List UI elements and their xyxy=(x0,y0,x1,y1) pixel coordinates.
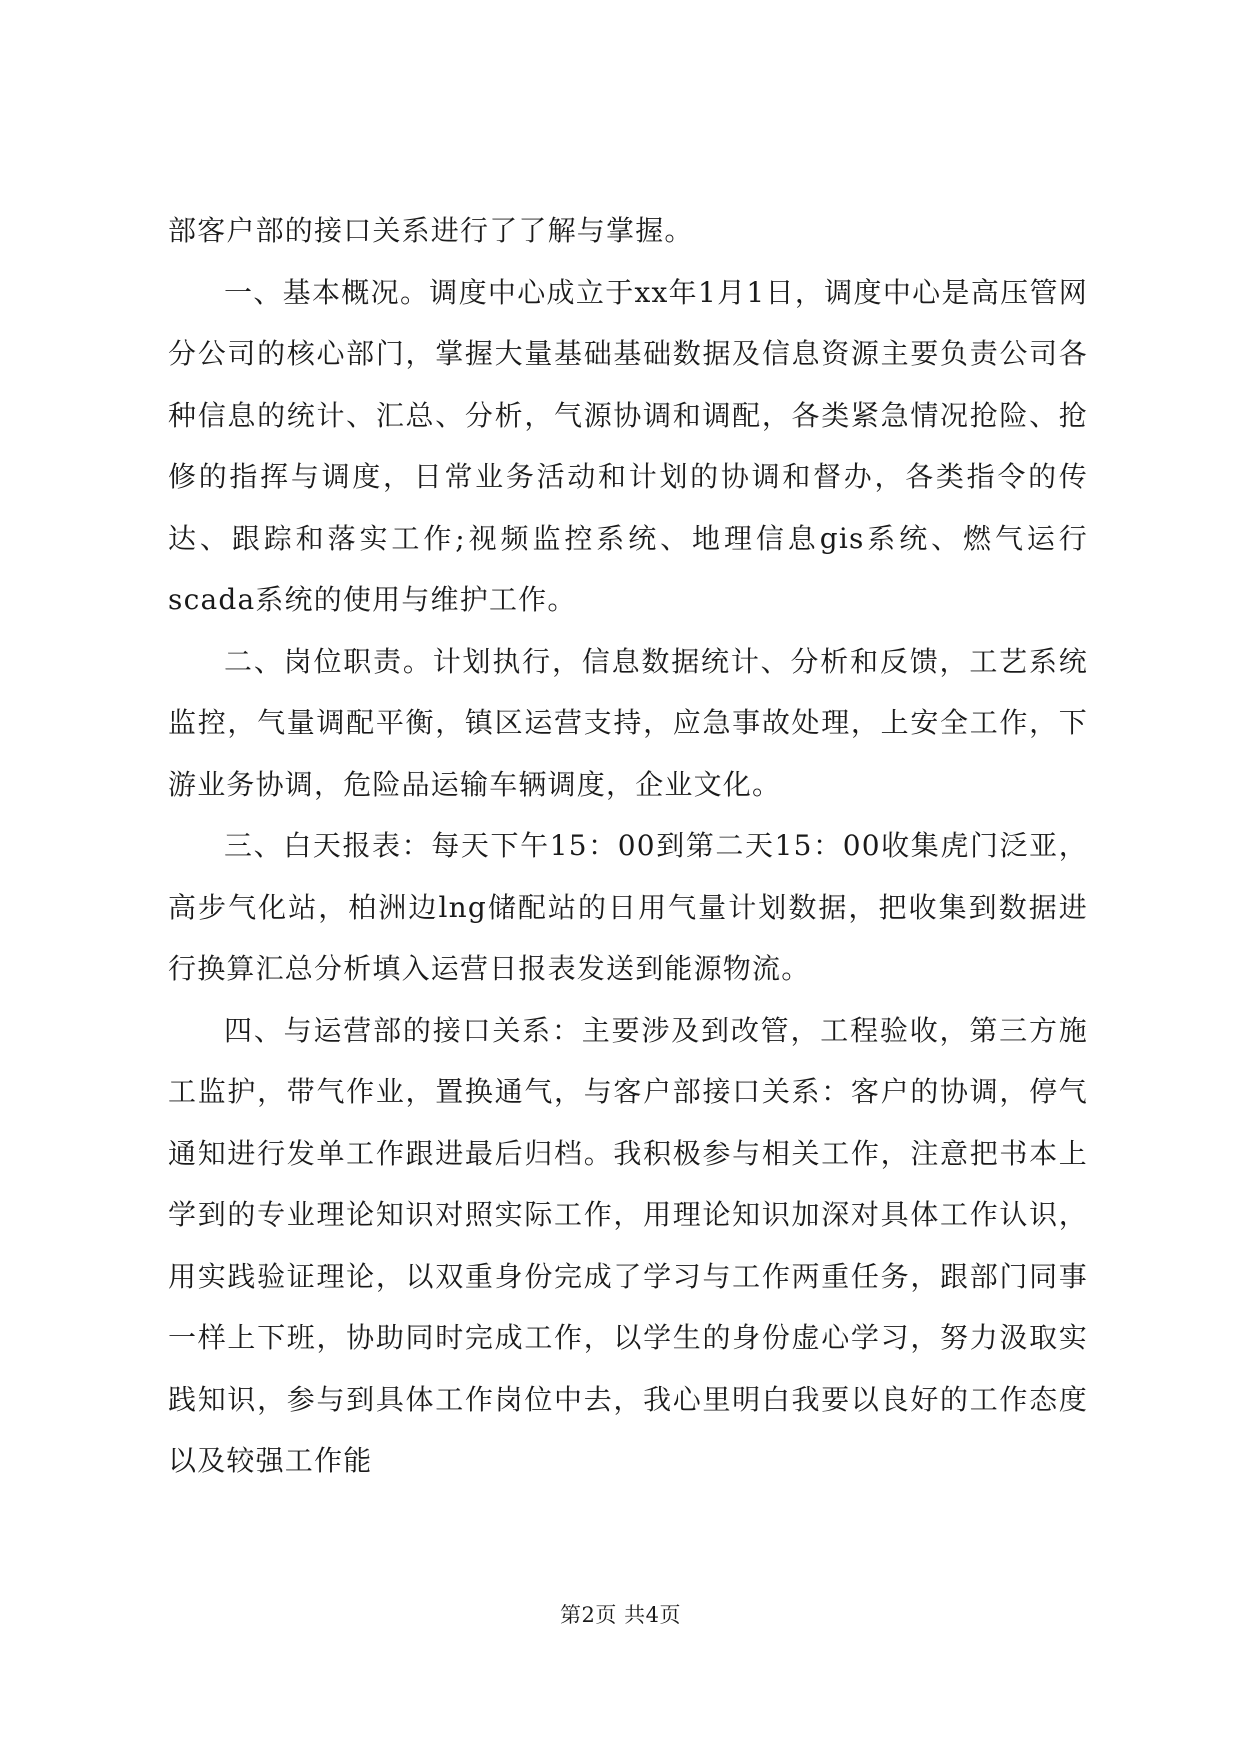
page-number: 第2页 共4页 xyxy=(560,1603,681,1627)
paragraph-job-duties: 二、岗位职责。计划执行，信息数据统计、分析和反馈，工艺系统监控，气量调配平衡，镇区运营支持，应急事故处理，上安全工作，下游业务协调，危险品运输车辆调度，企业文化。 xyxy=(168,644,1088,801)
paragraph-basic-overview: 一、基本概况。调度中心成立于xx年1月1日，调度中心是高压管网分公司的核心部门，掌握大量基础基础数据及信息资源主要负责公司各种信息的统计、汇总、分析，气源协调和调配，各类紧急情况抢险、抢修的指挥与调度，日常业务活动和计划的协调和督办，各类指令的传达、跟踪和落实工作;视频监控系统、地理信息gis系统、燃气运行scada系统的使用与维护工作。 xyxy=(168,275,1088,616)
paragraph-daytime-report: 三、白天报表：每天下午15：00到第二天15：00收集虎门泛亚，高步气化站，柏洲边lng储配站的日用气量计划数据，把收集到数据进行换算汇总分析填入运营日报表发送到能源物流。 xyxy=(168,829,1088,985)
page-footer xyxy=(0,1600,1241,1630)
paragraph-continuation: 部客户部的接口关系进行了了解与掌握。 xyxy=(168,214,694,247)
paragraph-interface-relations: 四、与运营部的接口关系：主要涉及到改管，工程验收，第三方施工监护，带气作业，置换通气，与客户部接口关系：客户的协调，停气通知进行发单工作跟进最后归档。我积极参与相关工作，注意把书本上学到的专业理论知识对照实际工作，用理论知识加深对具体工作认识，用实践验证理论，以双重身份完成了学习与工作两重任务，跟部门同事一样上下班，协助同时完成工作，以学生的身份虚心学习，努力汲取实践知识，参与到具体工作岗位中去，我心里明白我要以良好的工作态度以及较强工作能 xyxy=(168,1013,1088,1477)
body-text xyxy=(168,200,1088,1492)
